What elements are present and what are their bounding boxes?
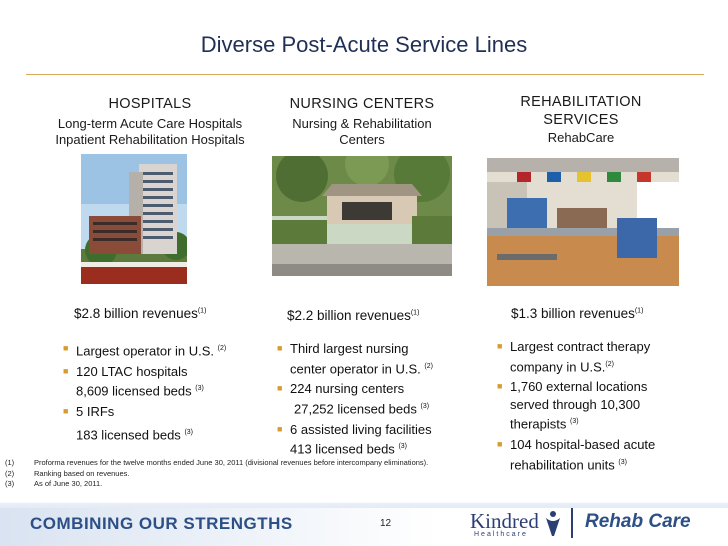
hospitals-revenue-text: $2.8 billion revenues [74, 306, 198, 321]
bullet-text: 6 assisted living facilities [290, 421, 432, 437]
footnote [5, 479, 428, 490]
list-item [76, 424, 266, 444]
list-item [497, 338, 700, 356]
footer-tagline: COMBINING OUR STRENGTHS [30, 514, 293, 533]
bullet-note: (3) [398, 443, 407, 451]
kindred-logo: Kindred [470, 509, 539, 533]
nursing-sub2: Centers [339, 132, 385, 147]
footnote-number: (1) [5, 458, 15, 467]
kindred-logo-sub: Healthcare [474, 531, 528, 538]
rehab-heading: REHABILITATION [520, 94, 642, 110]
footnote [5, 468, 428, 480]
list-item [290, 438, 480, 458]
list-item [497, 378, 700, 396]
bullet-icon: ■ [497, 381, 503, 392]
bullet-text: center operator in U.S. [290, 360, 421, 376]
slide-title: Diverse Post-Acute Service Lines [200, 32, 528, 57]
nursing-revenue-note: (1) [410, 309, 420, 317]
bullet-note: (3) [195, 385, 204, 393]
nursing-center-photo [272, 156, 452, 276]
bullet-text: 27,252 licensed beds [294, 401, 417, 417]
bullet-text: 183 licensed beds [76, 426, 181, 442]
bullet-icon: ■ [497, 341, 503, 351]
bullet-text: 413 licensed beds [290, 441, 395, 457]
bullet-text: 104 hospital-based acute [510, 437, 656, 453]
bullet-icon: ■ [63, 343, 69, 353]
list-item [290, 358, 480, 378]
bullet-text: therapists [510, 416, 567, 432]
bullet-text: Largest contract therapy [510, 339, 651, 354]
bullet-icon: ■ [277, 383, 283, 394]
list-item [277, 380, 480, 398]
nursing-bullets [277, 340, 480, 458]
list-item [63, 340, 266, 360]
footnote [5, 458, 429, 469]
hospital-photo [81, 154, 187, 284]
rehab-sub1: RehabCare [547, 130, 615, 145]
rehabcare-logo: Rehab Care [585, 511, 691, 532]
list-item [277, 340, 480, 358]
bullet-note: (3) [570, 418, 579, 426]
rehab-revenue [511, 306, 643, 321]
rehab-heading-2: SERVICES [543, 112, 619, 128]
list-item [290, 398, 480, 418]
bullet-icon: ■ [277, 343, 283, 353]
rehab-revenue-text: $1.3 billion revenues [511, 306, 635, 321]
list-item [510, 396, 700, 414]
footnote-text: Proforma revenues for the twelve months ended June 30, 2011 (divisional revenues before intercompany eliminations). [34, 458, 429, 467]
bullet-text: 120 LTAC hospitals [76, 363, 188, 379]
footnote-text: Ranking based on revenues. [34, 468, 130, 478]
list-item [63, 403, 266, 421]
footnotes [5, 458, 429, 490]
list-item [510, 413, 700, 433]
bullet-icon: ■ [277, 423, 283, 434]
hospitals-revenue [74, 306, 206, 321]
rehab-revenue-note: (1) [634, 307, 644, 315]
footnote-text: As of June 30, 2011. [34, 479, 103, 488]
bullet-text: Third largest nursing [290, 341, 409, 356]
bullet-text: 8,609 licensed beds [76, 383, 192, 399]
list-item [510, 454, 700, 474]
bullet-text: served through 10,300 [510, 396, 641, 412]
bullet-note: (3) [184, 428, 193, 436]
nursing-sub1: Nursing & Rehabilitation [292, 116, 432, 131]
footnote-number: (3) [5, 479, 15, 488]
hospitals-heading: HOSPITALS [108, 96, 192, 112]
rehab-header [486, 94, 676, 146]
list-item [63, 363, 266, 381]
footnote-number: (2) [5, 468, 15, 478]
hospitals-revenue-note: (1) [197, 307, 207, 315]
bullet-note: (2) [605, 360, 614, 368]
logo-divider [571, 508, 573, 538]
nursing-heading: NURSING CENTERS [289, 96, 435, 112]
bullet-text: 224 nursing centers [290, 381, 405, 397]
hospitals-bullets [63, 340, 266, 443]
nursing-revenue [287, 308, 419, 323]
bullet-text: 5 IRFs [76, 404, 115, 420]
list-item [277, 421, 480, 439]
hospitals-sub1: Long-term Acute Care Hospitals [57, 116, 243, 131]
bullet-icon: ■ [497, 439, 503, 450]
bullet-text: company in U.S. [510, 358, 606, 374]
bullet-icon: ■ [63, 365, 69, 376]
bullet-note: (3) [618, 458, 627, 466]
page-number: 12 [380, 518, 392, 529]
bullet-icon: ■ [63, 406, 69, 417]
hospitals-sub2: Inpatient Rehabilitation Hospitals [55, 132, 245, 147]
bullet-text: 1,760 external locations [510, 379, 648, 395]
bullet-text: Largest operator in U.S. [76, 343, 215, 359]
bullet-note: (2) [424, 362, 433, 370]
hospitals-header [30, 96, 270, 148]
list-item [497, 436, 700, 454]
bullet-note: (3) [420, 402, 430, 410]
title-divider [26, 74, 704, 75]
nursing-header [262, 96, 462, 148]
bullet-note: (2) [217, 345, 227, 352]
list-item [76, 380, 266, 400]
rehab-bullets [497, 338, 700, 473]
nursing-revenue-text: $2.2 billion revenues [287, 308, 411, 323]
footer [0, 498, 728, 546]
list-item [510, 356, 700, 376]
kindred-figure-icon [544, 510, 562, 536]
rehab-gym-photo [487, 158, 679, 286]
bullet-text: rehabilitation units [510, 456, 615, 472]
